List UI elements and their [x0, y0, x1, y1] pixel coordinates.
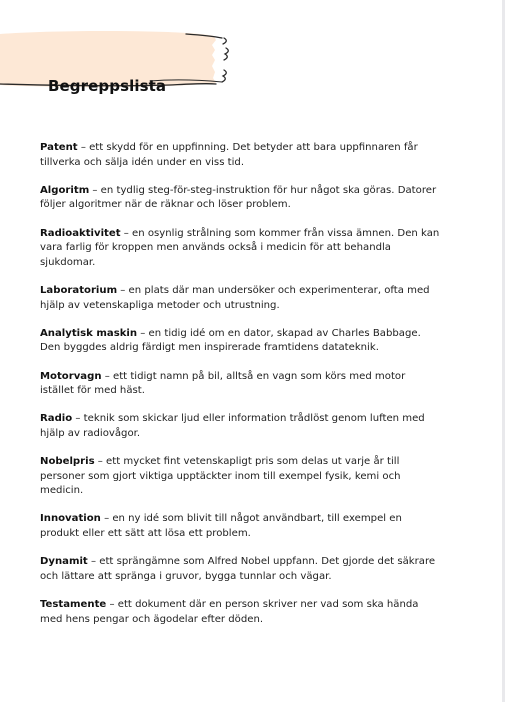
- definition: – ett skydd för en uppfinning. Det betyder att bara uppfinnaren får tillverka och sälja idén under en viss tid.: [40, 142, 418, 168]
- definition: – en tydlig steg-för-steg-instruktion för hur något ska göras. Datorer följer algoritmer när de räknar och löser problem.: [40, 184, 437, 211]
- glossary-entry-radio: [40, 412, 440, 441]
- term: Analytisk maskin: [40, 327, 138, 339]
- term: Radio: [40, 413, 73, 425]
- glossary-entry-testamente: [40, 598, 440, 627]
- definition: – ett mycket fint vetenskapligt pris som delas ut varje år till personer som gjort viktiga upptäckter inom till exempel fysik, kemi och medicin.: [40, 456, 401, 497]
- definition: – teknik som skickar ljud eller information trådlöst genom luften med hjälp av radiovågor.: [40, 413, 425, 439]
- glossary-entry-innovation: [40, 512, 440, 541]
- glossary-entry-radioaktivitet: [40, 227, 440, 271]
- glossary-list: [40, 141, 440, 641]
- term: Radioaktivitet: [40, 227, 121, 239]
- glossary-entry-algoritm: [40, 184, 440, 213]
- definition: – en tidig idé om en dator, skapad av Charles Babbage. Den byggdes aldrig färdigt men inspirerade framtidens datateknik.: [40, 327, 421, 354]
- term: Innovation: [40, 513, 101, 525]
- glossary-entry-motorvagn: [40, 370, 440, 399]
- term: Nobelpris: [40, 456, 95, 468]
- definition: – ett tidigt namn på bil, alltså en vagn som körs med motor istället för med häst.: [40, 370, 406, 397]
- definition: – en plats där man undersöker och experimenterar, ofta med hjälp av vetenskapliga metoder och utrustning.: [40, 284, 430, 311]
- definition: – ett sprängämne som Alfred Nobel uppfann. Det gjorde det säkrare och lättare att spränga i gruvor, bygga tunnlar och vägar.: [40, 556, 436, 582]
- definition: – en osynlig strålning som kommer från vissa ämnen. Den kan vara farlig för kroppen men används också i medicin för att behandla sjukdomar.: [40, 227, 440, 268]
- glossary-entry-laboratorium: [40, 284, 440, 313]
- term: Testamente: [40, 599, 107, 610]
- term: Algoritm: [40, 184, 90, 196]
- glossary-entry-analytisk-maskin: [40, 327, 440, 356]
- term: Motorvagn: [40, 370, 102, 382]
- title-banner: [0, 28, 240, 95]
- definition: – en ny idé som blivit till något användbart, till exempel en produkt eller ett sätt att lösa ett problem.: [40, 513, 402, 540]
- term: Laboratorium: [40, 284, 118, 296]
- glossary-entry-dynamit: [40, 555, 440, 584]
- glossary-entry-patent: [40, 141, 440, 170]
- term: Patent: [40, 142, 78, 153]
- definition: – ett dokument där en person skriver ner vad som ska hända med hens pengar och ägodelar efter döden.: [40, 599, 419, 625]
- term: Dynamit: [40, 556, 88, 568]
- page-title: Begreppslista: [48, 77, 167, 95]
- glossary-entry-nobelpris: [40, 455, 440, 499]
